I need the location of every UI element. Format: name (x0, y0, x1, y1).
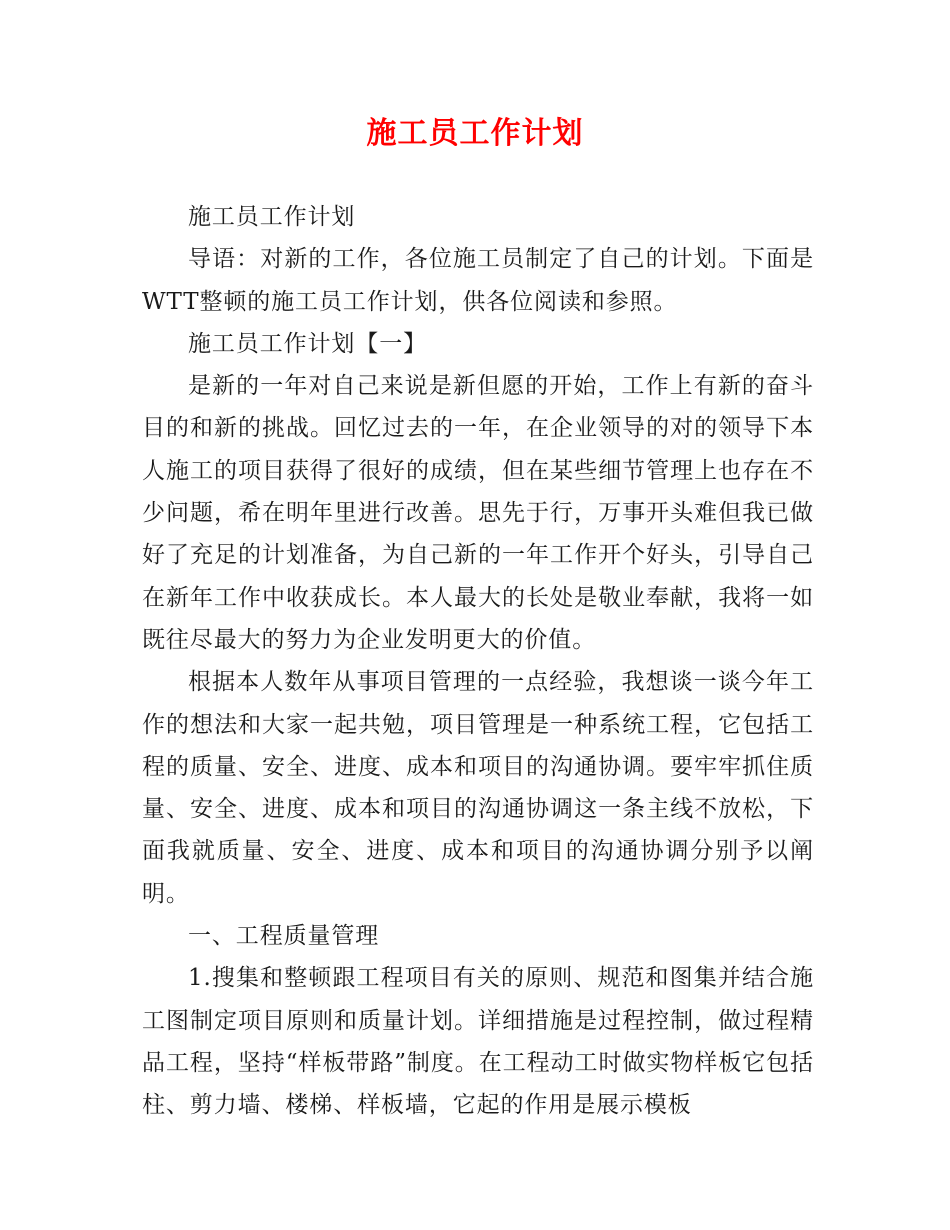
paragraph: 根据本人数年从事项目管理的一点经验，我想谈一谈今年工作的想法和大家一起共勉，项目管理是一种系统工程，它包括工程的质量、安全、进度、成本和项目的沟通协调。要牢牢抓住质量、安全、进度、成本和项目的沟通协调这一条主线不放松，下面我就质量、安全、进度、成本和项目的沟通协调分别予以阐明。 (142, 669, 814, 907)
paragraph-heading: 施工员工作计划 (188, 204, 356, 230)
section-heading-one: 施工员工作计划【一】 (188, 330, 427, 357)
paragraph-intro: 导语：对新的工作，各位施工员制定了自己的计划。下面是WTT整顿的施工员工作计划，供各位阅读和参照。 (142, 246, 814, 315)
subsection-heading-quality: 一、工程质量管理 (188, 923, 380, 950)
paragraph: 是新的一年对自己来说是新但愿的开始，工作上有新的奋斗目的和新的挑战。回忆过去的一年，在企业领导的对的领导下本人施工的项目获得了很好的成绩，但在某些细节管理上也存在不少问题，希在明年里进行改善。思先于行，万事开头难但我已做好了充足的计划准备，为自己新的一年工作开个好头，引导自己在新年工作中收获成长。本人最大的长处是敬业奉献，我将一如既往尽最大的努力为企业发明更大的价值。 (142, 373, 814, 653)
document-body (142, 196, 814, 1127)
paragraph: 1.搜集和整顿跟工程项目有关的原则、规范和图集并结合施工图制定项目原则和质量计划。详细措施是过程控制，做过程精品工程，坚持“样板带路”制度。在工程动工时做实物样板它包括柱、剪力墙、楼梯、样板墙，它起的作用是展示模板 (142, 965, 814, 1119)
document-title: 施工员工作计划 (366, 116, 584, 151)
